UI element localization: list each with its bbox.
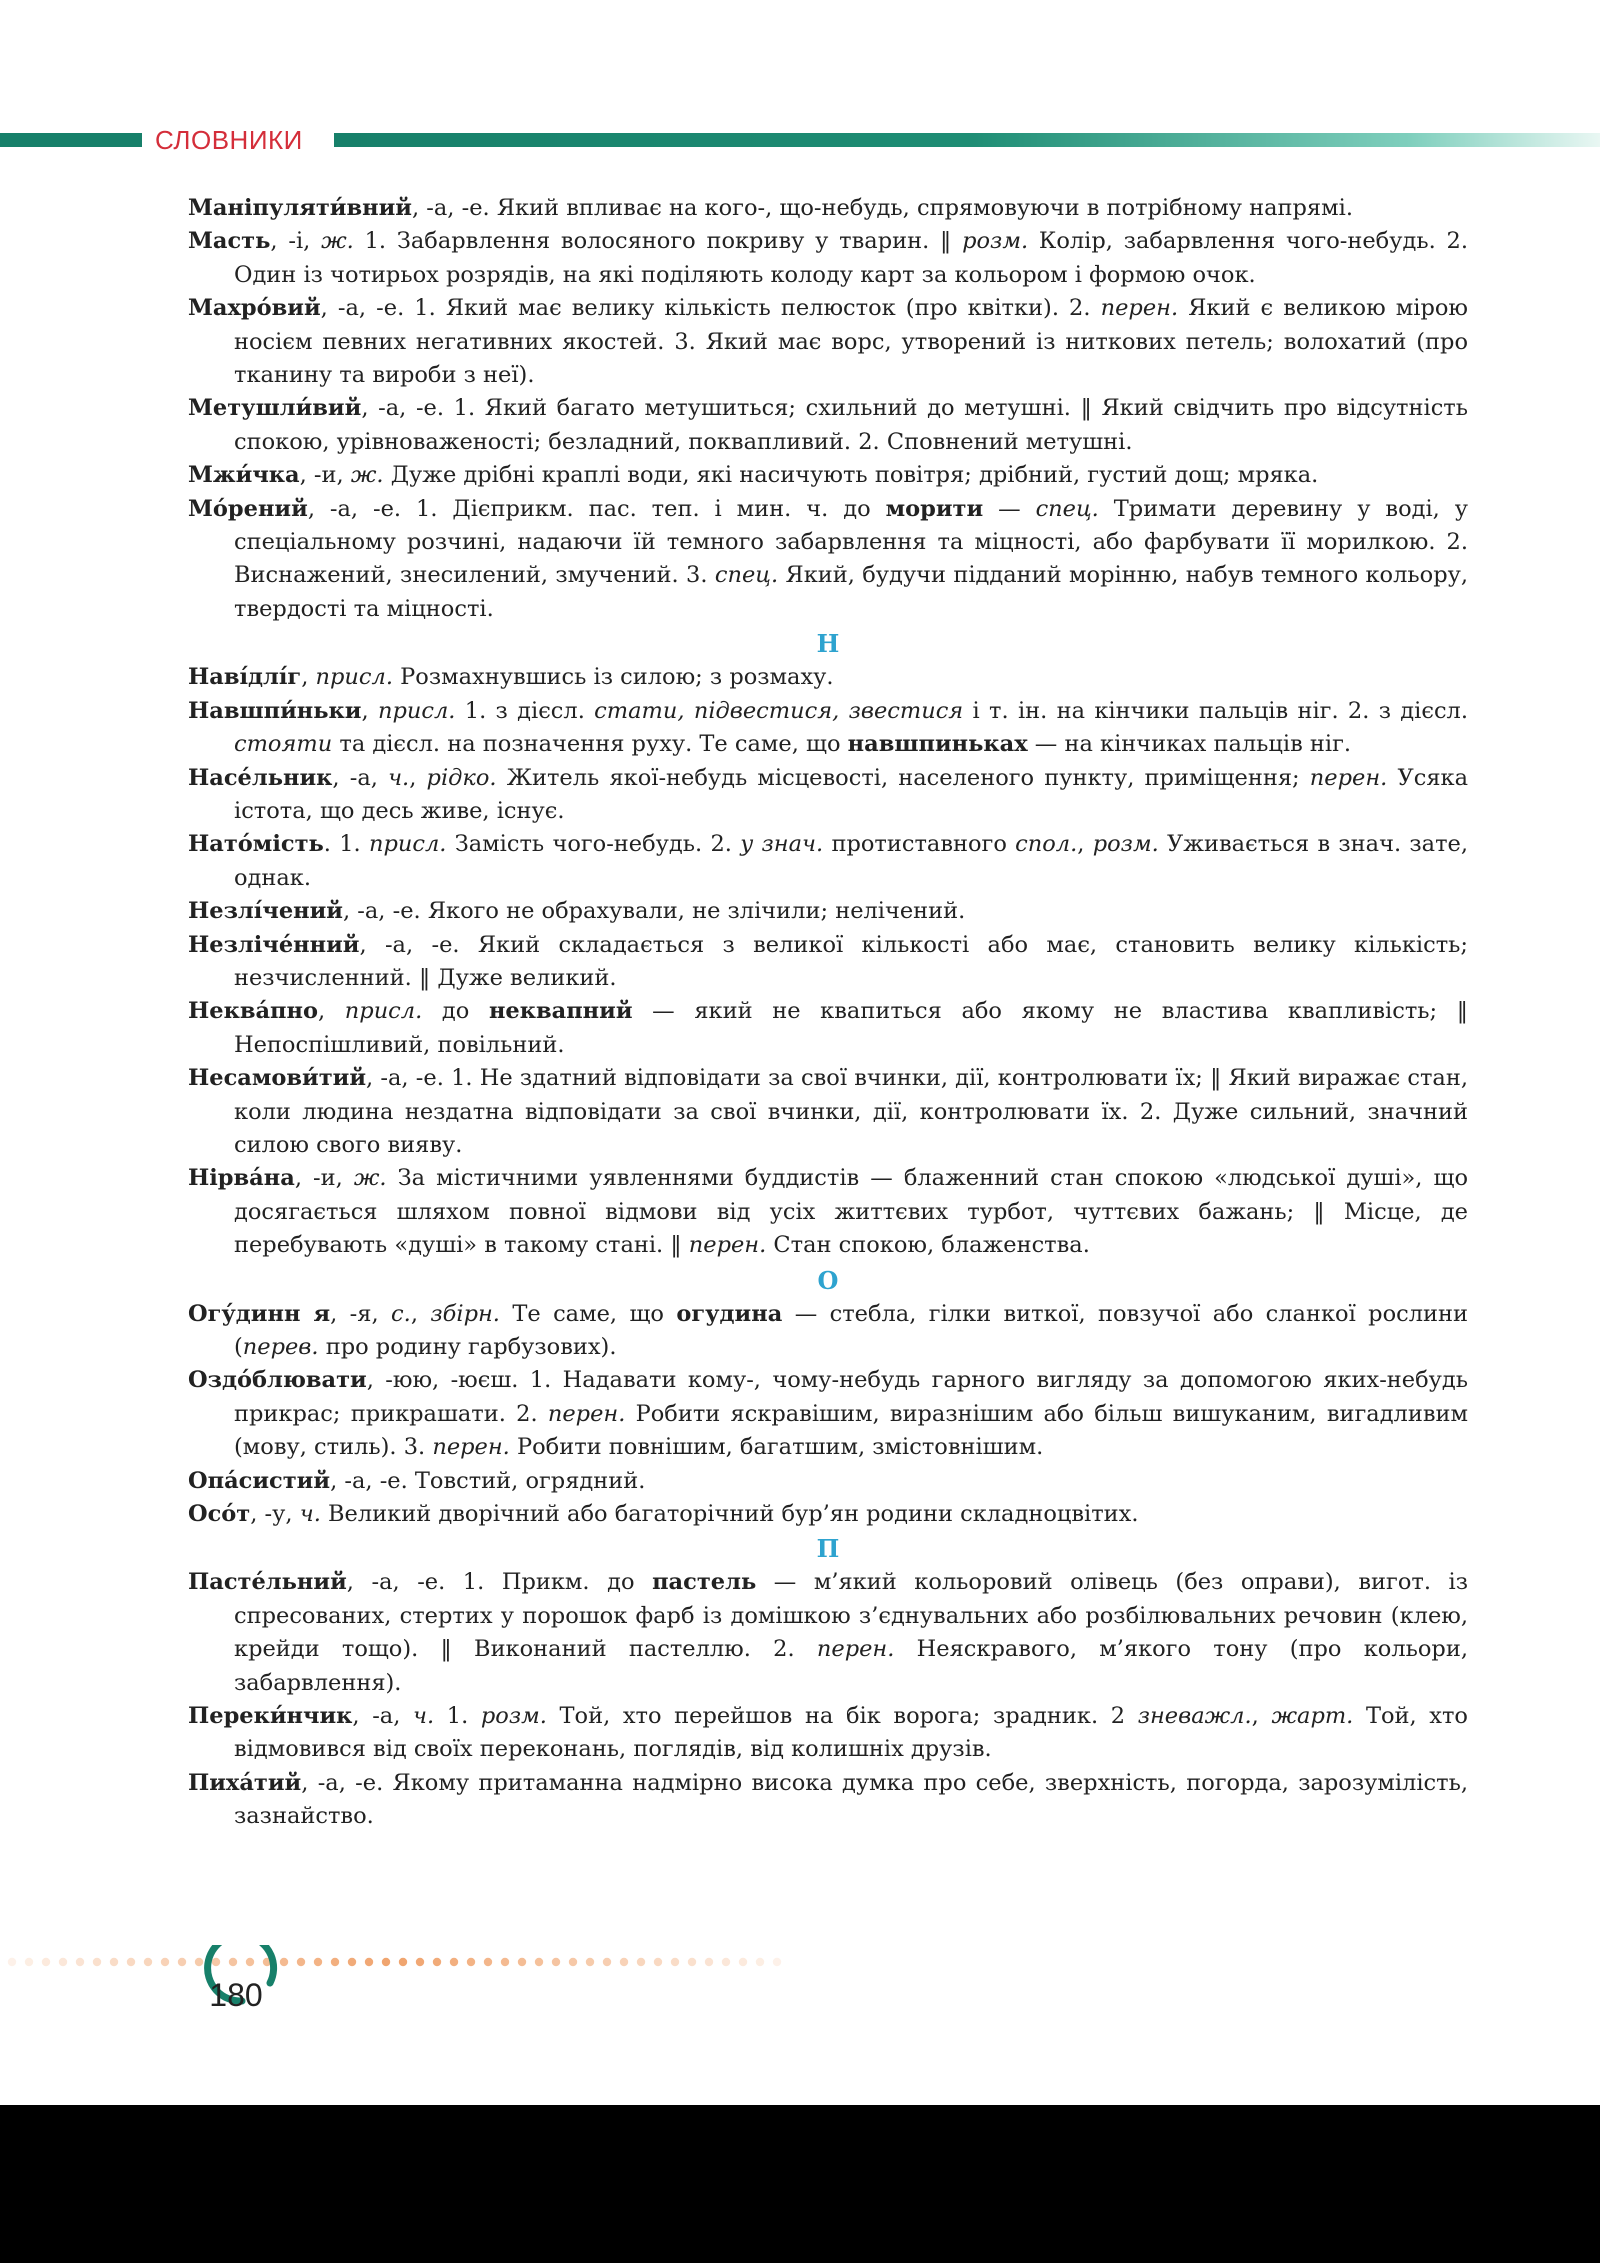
footer-dot	[399, 1958, 407, 1966]
entry-text: За містичними уявленнями буддистів — блаженний стан спокою «людської душі», що досягається шляхом повної відмови від усіх життєвих турбот, чуттєвих бажань; ‖ Місце, де перебувають «душі» в такому стані. ‖	[234, 1165, 1468, 1259]
entry-text: , -а,	[352, 1703, 413, 1730]
entry-label: перен.	[547, 1400, 626, 1427]
entry-text: і т. ін. на кінчики пальців ніг. 2. з дієсл.	[963, 697, 1468, 724]
entry-label: присл.	[344, 998, 423, 1025]
entry-headword: Насе́льник	[188, 764, 333, 791]
entry-headword: Пасте́льний	[188, 1569, 347, 1596]
footer-dot	[756, 1958, 764, 1966]
entry-text: , -а, -е. 1. Прикм. до	[346, 1569, 653, 1596]
footer-dot	[297, 1958, 305, 1966]
entry-label: стояти	[234, 731, 333, 758]
entry-label: ж.	[321, 228, 354, 255]
entry-text: . 1.	[323, 831, 369, 858]
footer-dot	[552, 1958, 560, 1966]
entry-text: , -у,	[250, 1501, 300, 1528]
footer-dot	[722, 1958, 730, 1966]
entry-label: перен.	[432, 1434, 510, 1461]
footer-decoration	[0, 1945, 820, 2015]
entry-text: Робити повнішим, багатшим, змістовнішим.	[509, 1434, 1044, 1461]
footer-dot	[8, 1958, 16, 1966]
dictionary-entry	[188, 762, 1468, 829]
entry-text: 1. з дієсл.	[455, 697, 595, 724]
entry-label: перен.	[1309, 764, 1388, 791]
entry-bold-term: неквапний	[488, 998, 633, 1025]
entry-label: спол.	[1015, 831, 1078, 858]
dictionary-entry	[188, 895, 1468, 928]
entry-text: , -а, -е. Товстий, огрядний.	[330, 1467, 646, 1494]
entry-label: перен.	[1100, 295, 1179, 322]
entry-headword: Маніпуляти́вний	[188, 195, 412, 221]
entry-text: , -а, -е. Якому притаманна надмірно висока думка про себе, зверхність, погорда, зарозумілість, зазнайство.	[234, 1769, 1468, 1830]
entry-headword: Оздо́блювати	[188, 1367, 367, 1394]
header-bar-right	[334, 133, 1600, 147]
entry-label: перев.	[242, 1334, 319, 1360]
entry-text: протиставного	[823, 831, 1016, 858]
entry-text: ,	[1077, 831, 1093, 858]
entry-label: присл.	[315, 664, 393, 691]
entry-text: , -я,	[330, 1300, 392, 1327]
footer-dot	[433, 1958, 441, 1966]
entry-label: розм.	[1092, 831, 1159, 858]
entry-headword: Незліче́нний	[188, 931, 360, 958]
footer-dot	[348, 1958, 356, 1966]
entry-text: ,	[317, 998, 345, 1025]
entry-label: у знач.	[740, 831, 824, 858]
footer-dot	[382, 1958, 390, 1966]
dictionary-entry	[188, 661, 1468, 694]
dictionary-entry	[188, 1498, 1468, 1531]
dictionary-entry	[188, 392, 1468, 459]
footer-dot	[76, 1958, 84, 1966]
dictionary-entry	[188, 1700, 1468, 1767]
entry-text: — на кінчиках пальців ніг.	[1027, 731, 1352, 758]
footer-dot	[518, 1958, 526, 1966]
entry-text: та дієсл. на позначення руху. Те саме, що	[332, 731, 848, 758]
footer-dot	[365, 1958, 373, 1966]
footer-dot	[671, 1958, 679, 1966]
footer-dot	[246, 1958, 254, 1966]
letter-heading: П	[816, 1534, 840, 1564]
entry-headword: Наві́длі́г	[188, 664, 302, 691]
entry-headword: Огу́динн я	[188, 1300, 331, 1327]
entry-text: 1.	[434, 1703, 481, 1730]
entry-bold-term: пастель	[652, 1569, 757, 1596]
entry-text: Замість чого-небудь. 2.	[446, 831, 741, 858]
entry-text: Розмахнувшись із силою; з розмаху.	[393, 664, 834, 691]
footer-dot	[569, 1958, 577, 1966]
entry-text: 1. Забарвлення волосяного покриву у тварин. ‖	[353, 228, 963, 255]
footer-dot	[195, 1958, 203, 1966]
footer-dot	[42, 1958, 50, 1966]
entry-text: ,	[301, 664, 316, 691]
dictionary-entry	[188, 929, 1468, 996]
entry-label: жарт.	[1271, 1703, 1354, 1730]
footer-dot	[25, 1958, 33, 1966]
entry-text: , -а, -е. Який впливає на кого-, що-небудь, спрямовуючи в потрібному напрямі.	[411, 195, 1353, 221]
footer-dot	[416, 1958, 424, 1966]
entry-label: збірн.	[430, 1300, 500, 1327]
entry-text: ,	[409, 764, 427, 791]
entry-text: Дуже дрібні краплі води, які насичують повітря; дрібний, густий дощ; мряка.	[383, 462, 1319, 489]
entry-text: Неяскравого, м’якого тону (про кольори, забарвлення).	[234, 1636, 1468, 1696]
header-bar-left	[0, 133, 142, 147]
dictionary-entry	[188, 995, 1468, 1062]
entry-label: спец.	[1035, 495, 1099, 522]
footer-dot	[331, 1958, 339, 1966]
footer-dot	[144, 1958, 152, 1966]
entry-label: присл.	[377, 697, 456, 724]
footer-dot	[280, 1958, 288, 1966]
footer-dot	[127, 1958, 135, 1966]
entry-text: , -а,	[332, 764, 389, 791]
entry-label: ж.	[350, 462, 384, 489]
letter-heading: О	[817, 1265, 839, 1295]
footer-dot	[178, 1958, 186, 1966]
entry-text: , -а, -е. Якого не обрахували, не злічили; нелічений.	[342, 898, 966, 925]
entry-headword: Навшпи́ньки	[188, 697, 362, 724]
entry-text: Тримати деревину у воді, у спеціальному розчині, надаючи їй темного забарвлення та міцності, або фарбувати її морилкою. 2. Виснажений, знесилений, змучений. 3.	[234, 495, 1468, 589]
letter-heading: Н	[816, 629, 840, 659]
entry-text: Робити яскравішим, виразнішим або більш вишуканим, вигадливим (мову, стиль). 3.	[234, 1400, 1469, 1461]
entry-headword: Махро́вий	[188, 295, 321, 322]
entry-headword: Мжи́чка	[188, 462, 300, 489]
entry-label: присл.	[368, 831, 447, 858]
entry-text: , -и,	[299, 462, 351, 489]
entry-headword: Нато́мість	[188, 831, 324, 858]
footer-dot	[688, 1958, 696, 1966]
entry-text: , -а, -е. 1. Не здатний відповідати за свої вчинки, дії, контролювати їх; ‖ Який виражає стан, коли людина нездатна відповідати за свої вчинки, дії, контролювати їх. 2. Дуже сильний, значний силою свого вияву.	[234, 1065, 1468, 1158]
entry-label: ж.	[353, 1165, 387, 1192]
entry-text: ,	[1251, 1703, 1272, 1730]
entry-text: , -юю, -юєш. 1. Надавати кому-, чому-небудь гарного вигляду за допомогою яких-небудь прикрас; прикрашати. 2.	[234, 1367, 1468, 1427]
entry-text: — стебла, гілки виткої, повзучої або сланкої рослини (	[234, 1300, 1468, 1360]
dictionary-entry	[188, 493, 1468, 627]
dictionary-entry	[188, 292, 1468, 392]
entry-text: Великий дворічний або багаторічний бур’ян родини складноцвітих.	[320, 1501, 1139, 1528]
entry-text: — який не квапиться або якому не властива квапливість; ‖ Непоспішливий, повільний.	[234, 998, 1468, 1058]
dictionary-entry	[188, 1162, 1468, 1262]
entry-text: , -а, -е. Який складається з великої кількості або має, становить велику кількість; незчисленний. ‖ Дуже великий.	[234, 931, 1468, 991]
entry-label: спец.	[714, 562, 779, 589]
footer-dot	[501, 1958, 509, 1966]
footer-dot	[59, 1958, 67, 1966]
footer-dot	[484, 1958, 492, 1966]
dictionary-entry	[188, 695, 1468, 762]
footer-dot	[739, 1958, 747, 1966]
entry-headword: Масть	[188, 228, 271, 255]
entry-text: Той, хто відмовився від своїх переконань, поглядів, від колишніх друзів.	[234, 1703, 1468, 1763]
entry-headword: Опа́систий	[188, 1467, 331, 1494]
entry-headword: Осо́т	[188, 1501, 251, 1528]
entry-text: Усяка істота, що десь живе, існує.	[234, 764, 1468, 824]
dictionary-entry	[188, 225, 1468, 292]
dictionary-entry	[188, 828, 1468, 895]
footer-dot	[450, 1958, 458, 1966]
entry-label: розм.	[480, 1703, 547, 1730]
dictionary-entry	[188, 1566, 1468, 1700]
entry-headword: Неква́пно	[188, 998, 318, 1025]
footer-dot	[229, 1958, 237, 1966]
entry-headword: Пиха́тий	[188, 1769, 302, 1796]
dictionary-entry	[188, 1062, 1468, 1162]
entry-label: перен.	[816, 1636, 895, 1663]
footer-dot	[314, 1958, 322, 1966]
entry-text: Стан спокою, блаженства.	[766, 1232, 1090, 1259]
footer-dot	[535, 1958, 543, 1966]
footer-dot	[110, 1958, 118, 1966]
page-number: 180	[209, 1977, 263, 2013]
entry-text: Те саме, що	[499, 1300, 677, 1327]
entry-text: до	[422, 998, 489, 1025]
footer-dot	[603, 1958, 611, 1966]
footer-dot	[467, 1958, 475, 1966]
entry-headword: Нірва́на	[188, 1165, 295, 1192]
entry-text: — м’який кольоровий олівець (без оправи), вигот. із спресованих, стертих у порошок фарб із домішкою з’єднувальних або розбілювальних речовин (клею, крейди тощо). ‖ Виконаний пастеллю. 2.	[234, 1569, 1468, 1663]
entry-text: Той, хто перейшов на бік ворога; зрадник. 2	[546, 1703, 1138, 1730]
dictionary-entry	[188, 459, 1468, 492]
entry-label: с.	[391, 1300, 411, 1327]
entry-bold-term: огудина	[676, 1300, 783, 1327]
footer-dot	[773, 1958, 781, 1966]
section-title: СЛОВНИКИ	[155, 125, 303, 155]
entry-text: , -а, -е. 1. Який багато метушиться; схильний до метушні. ‖ Який свідчить про відсутність спокою, урівноваженості; безладний, поквапливий. 2. Сповнений метушні.	[234, 395, 1468, 455]
entry-headword: Метушли́вий	[188, 395, 362, 422]
dictionary-entry	[188, 1465, 1468, 1498]
dictionary-entries	[188, 192, 1468, 1834]
entry-text: , -а, -е. 1. Дієприкм. пас. теп. і мин. ч. до	[307, 495, 886, 522]
footer-dot	[654, 1958, 662, 1966]
entry-text: Уживається в знач. зате, однак.	[234, 831, 1469, 891]
entry-text: ,	[361, 697, 378, 724]
entry-label: перен.	[688, 1232, 767, 1259]
entry-label: ч.	[413, 1703, 435, 1730]
entry-text: Житель якої-небудь місцевості, населеного пункту, приміщення;	[496, 764, 1310, 791]
entry-text: Який є великою мірою носієм певних негативних якостей. 3. Який має ворс, утворений із ниткових петель; волохатий (про тканину та вироби з неї).	[234, 295, 1468, 389]
entry-text: Колір, забарвлення чого-небудь. 2. Один із чотирьох розрядів, на які поділяють колоду карт за кольором і формою очок.	[234, 228, 1468, 288]
dictionary-entry	[188, 1364, 1468, 1464]
entry-label: ч.	[388, 764, 410, 791]
entry-headword: Незлі́чений	[188, 898, 343, 925]
footer-dots	[8, 1958, 781, 1966]
entry-text: , -і,	[270, 228, 322, 255]
entry-headword: Переки́нчик	[188, 1703, 353, 1730]
footer-dot	[586, 1958, 594, 1966]
entry-text: , -и,	[294, 1165, 354, 1192]
entry-text: Який, будучи підданий морінню, набув темного кольору, твердості та міцності.	[234, 562, 1468, 622]
entry-label: зневажл.	[1137, 1703, 1252, 1730]
entry-text: —	[983, 495, 1036, 522]
footer-dot	[212, 1958, 220, 1966]
entry-headword: Несамови́тий	[188, 1065, 367, 1092]
entry-headword: Мо́рений	[188, 495, 308, 522]
footer-dot	[620, 1958, 628, 1966]
footer-dot	[93, 1958, 101, 1966]
entry-label: рідко.	[426, 764, 497, 791]
entry-label: стати, підвестися, звестися	[594, 697, 964, 724]
entry-bold-term: морити	[885, 495, 984, 522]
dictionary-entry	[188, 1767, 1468, 1834]
entry-bold-term: навшпиньках	[847, 731, 1028, 758]
dictionary-entry	[188, 192, 1468, 225]
dictionary-entry	[188, 1298, 1468, 1365]
entry-text: ,	[410, 1300, 431, 1327]
entry-text: , -а, -е. 1. Який має велику кількість пелюсток (про квітки). 2.	[320, 295, 1101, 322]
footer-dot	[637, 1958, 645, 1966]
entry-label: розм.	[962, 228, 1029, 255]
entry-label: ч.	[299, 1501, 321, 1528]
entry-text: про родину гарбузових).	[318, 1334, 617, 1360]
footer-dot	[161, 1958, 169, 1966]
footer-dot	[705, 1958, 713, 1966]
